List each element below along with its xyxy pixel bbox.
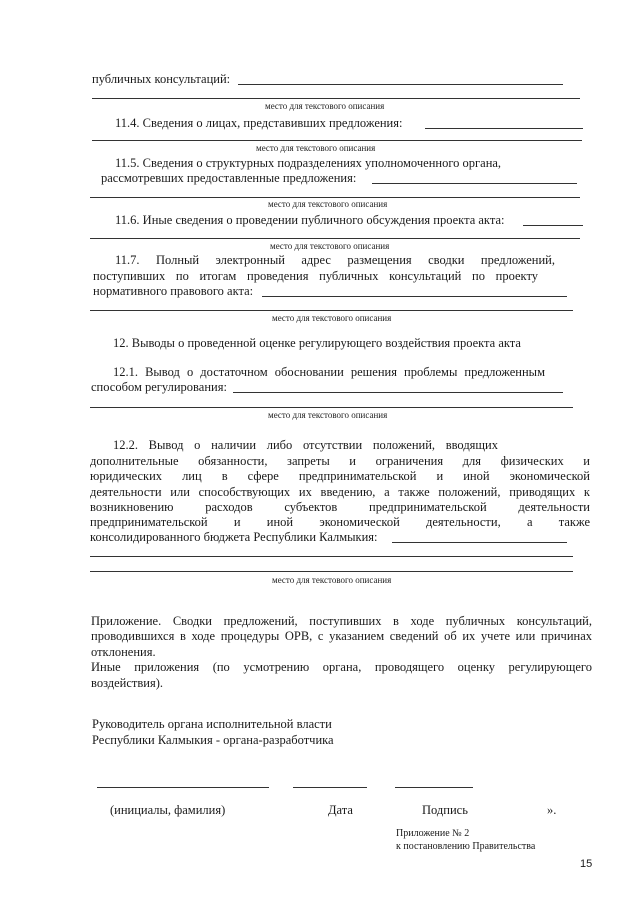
section-11-4: 11.4. Сведения о лицах, представивших предложения: (115, 116, 403, 130)
field-caption: место для текстового описания (272, 313, 392, 323)
section-11-7-line3: нормативного правового акта: (93, 284, 254, 298)
section-12-2-line4: деятельности или способствующих их введению, а также положений, приводящих к (90, 485, 590, 499)
section-12-2-line7: консолидированного бюджета Республики Калмыкия: (90, 530, 378, 544)
signature-line (395, 787, 473, 788)
section-12-1-line1: 12.1. Вывод о достаточном обосновании решения проблемы предложенным (113, 365, 545, 379)
signatory-title-line1: Руководитель органа исполнительной власти (92, 717, 332, 731)
appendix-line4: Иные приложения (по усмотрению органа, проводящего оценку регулирующего (91, 660, 592, 674)
initials-line (97, 787, 269, 788)
answer-line (372, 183, 577, 184)
answer-line (90, 407, 573, 408)
appendix-line5: воздействия). (91, 676, 164, 690)
answer-line (90, 310, 573, 311)
section-11-5-line1: 11.5. Сведения о структурных подразделениях уполномоченного органа, (115, 156, 502, 170)
section-12-2-line1: 12.2. Вывод о наличии либо отсутствии положений, вводящих (113, 438, 498, 452)
appendix-line1: Приложение. Сводки предложений, поступивших в ходе публичных консультаций, (91, 614, 592, 628)
date-line (293, 787, 367, 788)
appendix-line2: проводившихся в ходе процедуры ОРВ, с указанием сведений об их учете или причинах (91, 629, 592, 643)
section-12-1-line2: способом регулирования: (91, 380, 227, 394)
answer-line (90, 556, 573, 557)
answer-line (90, 238, 580, 239)
answer-line (92, 140, 582, 141)
section-12-2-line5: возникновению расходов субъектов предпринимательской деятельности (90, 500, 590, 514)
section-12-heading: 12. Выводы о проведенной оценке регулирующего воздействия проекта акта (113, 336, 521, 350)
appendix-line3: отклонения. (91, 645, 156, 659)
answer-line (90, 197, 580, 198)
field-caption: место для текстового описания (256, 143, 376, 153)
answer-line (262, 296, 567, 297)
consultations-label: публичных консультаций: (92, 72, 231, 86)
section-11-6: 11.6. Иные сведения о проведении публичного обсуждения проекта акта: (115, 213, 505, 227)
answer-line (90, 571, 573, 572)
answer-line (523, 225, 583, 226)
section-12-2-line6: предпринимательской и иной экономической деятельности, а также (90, 515, 590, 529)
field-caption: место для текстового описания (265, 101, 385, 111)
section-12-2-line3: юридических лиц в сфере предпринимательской и иной экономической (90, 469, 590, 483)
field-caption: место для текстового описания (268, 410, 388, 420)
section-11-7-line1: 11.7. Полный электронный адрес размещения сводки предложений, (115, 253, 555, 267)
field-caption: место для текстового описания (268, 199, 388, 209)
section-12-2-line2: дополнительные обязанности, запреты и ограничения для физических и (90, 454, 590, 468)
answer-line (425, 128, 583, 129)
signature-label: Подпись (422, 803, 468, 817)
annex-number: Приложение № 2 (396, 828, 470, 839)
signatory-title-line2: Республики Калмыкия - органа-разработчика (92, 733, 334, 747)
answer-line (233, 392, 563, 393)
section-11-7-line2: поступивших по итогам проведения публичных консультаций по проекту (93, 269, 538, 283)
section-11-5-line2: рассмотревших предоставленные предложения: (101, 171, 357, 185)
initials-label: (инициалы, фамилия) (110, 803, 226, 817)
date-label: Дата (328, 803, 353, 817)
closing-quote: ». (547, 803, 557, 817)
answer-line (92, 98, 580, 99)
annex-reference: к постановлению Правительства (396, 841, 536, 852)
page-number: 15 (580, 858, 593, 870)
field-caption: место для текстового описания (272, 575, 392, 585)
answer-line (392, 542, 567, 543)
field-caption: место для текстового описания (270, 241, 390, 251)
answer-line (238, 84, 563, 85)
